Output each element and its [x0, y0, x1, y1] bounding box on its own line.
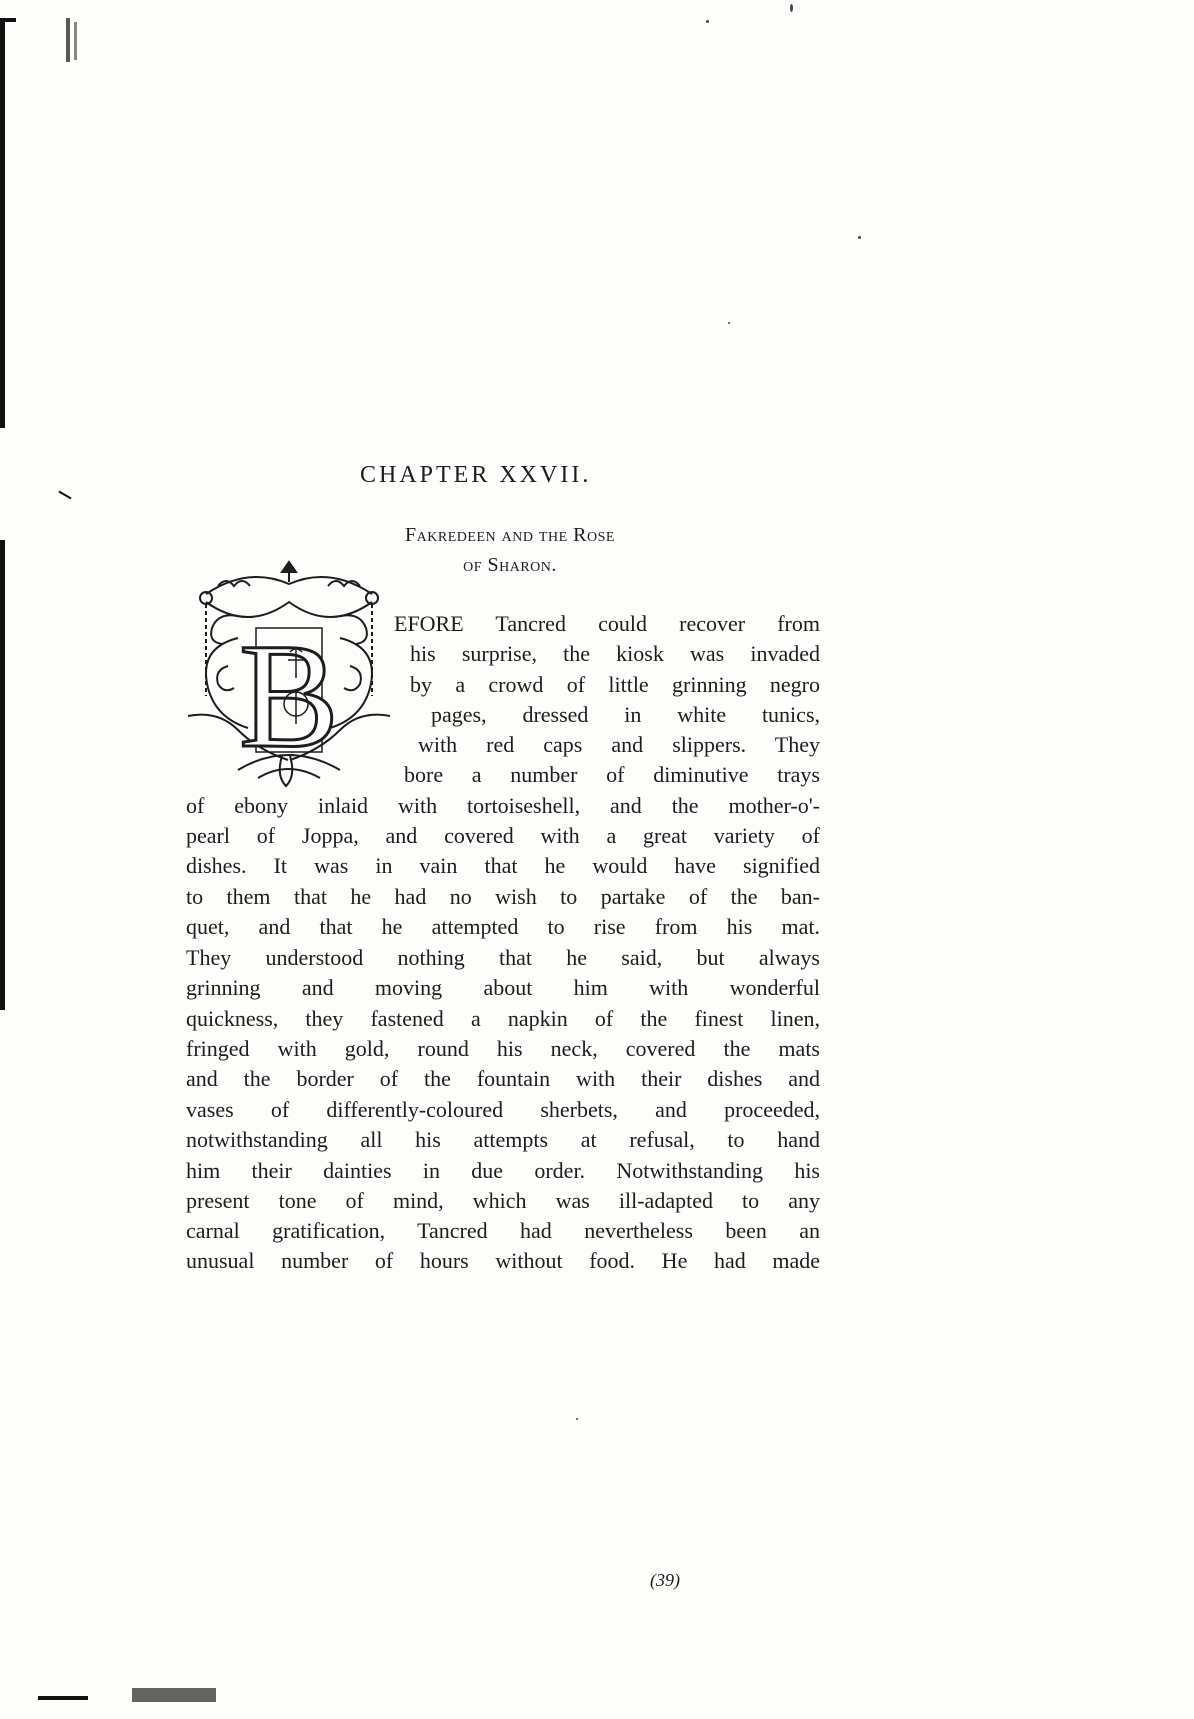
scan-edge-mark [132, 1688, 216, 1702]
speck [728, 322, 730, 324]
body-text-line: pages, dressed in white tunics, [431, 702, 820, 727]
page-number: (39) [650, 1570, 680, 1590]
body-text-line: carnal gratification, Tancred had nevertheless been an [186, 1218, 820, 1243]
body-text-line: bore a number of diminutive trays [404, 762, 820, 787]
body-text-line: present tone of mind, which was ill-adapted to any [186, 1188, 820, 1213]
body-text-line: to them that he had no wish to partake of the ban- [186, 884, 820, 909]
body-text-line: of ebony inlaid with tortoiseshell, and the mother-o'- [186, 793, 820, 818]
chapter-subtitle-line: Fakredeen and the Rose [405, 524, 615, 546]
speck [576, 1418, 578, 1420]
speck [706, 20, 709, 23]
scan-edge-mark [0, 540, 5, 1010]
body-text-line: unusual number of hours without food. He had made [186, 1248, 820, 1273]
body-text-line: dishes. It was in vain that he would have signified [186, 853, 820, 878]
body-text-line: notwithstanding all his attempts at refusal, to hand [186, 1127, 820, 1152]
body-text-line: him their dainties in due order. Notwithstanding his [186, 1158, 820, 1183]
body-text-line: quickness, they fastened a napkin of the finest linen, [186, 1006, 820, 1031]
scan-edge-mark [38, 1696, 88, 1700]
speck [858, 236, 861, 239]
drop-cap-letter: B [238, 613, 340, 779]
body-text-line: by a crowd of little grinning negro [410, 672, 820, 697]
scan-edge-mark [66, 18, 70, 62]
speck [790, 4, 793, 12]
body-text-line: vases of differently-coloured sherbets, and proceeded, [186, 1097, 820, 1122]
body-text-line: quet, and that he attempted to rise from his mat. [186, 914, 820, 939]
body-text-line: EFORE Tancred could recover from [394, 611, 820, 636]
body-text-line: pearl of Joppa, and covered with a great variety of [186, 823, 820, 848]
chapter-heading: CHAPTER XXVII. [360, 462, 592, 488]
scan-edge-mark [58, 491, 71, 500]
body-text-line: grinning and moving about him with wonderful [186, 975, 820, 1000]
scan-edge-mark [74, 22, 77, 60]
ornamental-drop-cap [178, 556, 400, 794]
body-text-line: his surprise, the kiosk was invaded [410, 641, 820, 666]
body-text-line: fringed with gold, round his neck, covered the mats [186, 1036, 820, 1061]
scan-edge-mark [0, 18, 5, 428]
chapter-subtitle-line: of Sharon. [463, 554, 557, 576]
body-text-line: with red caps and slippers. They [418, 732, 820, 757]
scan-edge-mark [0, 18, 16, 22]
body-text-line: and the border of the fountain with their dishes and [186, 1066, 820, 1091]
body-text-line: They understood nothing that he said, but always [186, 945, 820, 970]
